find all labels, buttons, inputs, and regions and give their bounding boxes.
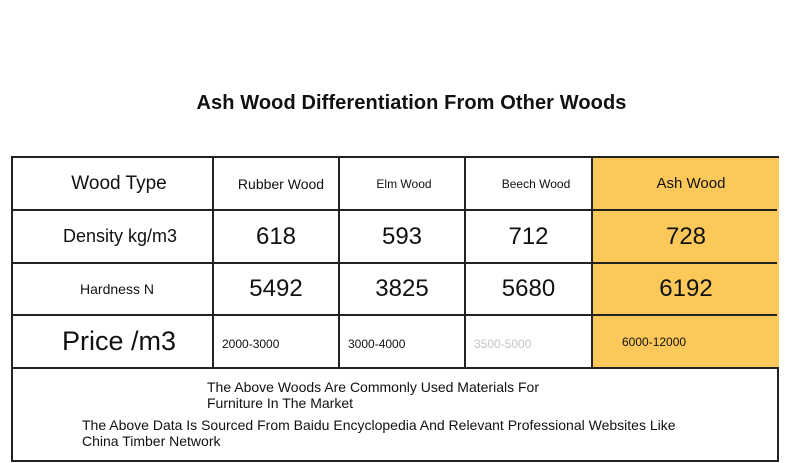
density-beech: 712 [508, 222, 549, 250]
price-ash: 6000-12000 [622, 334, 687, 349]
comparison-table [11, 156, 779, 462]
hardness-rubber: 5492 [249, 275, 303, 302]
density-rubber: 618 [255, 222, 297, 250]
price-elm: 3000-4000 [348, 336, 406, 351]
note-line-2: Furniture In The Market [207, 395, 354, 411]
row-label-density: Density kg/m3 [62, 226, 178, 246]
header-elm-wood: Elm Wood [376, 176, 432, 191]
header-rubber-wood: Rubber Wood [237, 175, 325, 192]
price-rubber: 2000-3000 [222, 336, 280, 351]
density-ash: 728 [665, 222, 707, 250]
price-beech: 3500-5000 [474, 336, 532, 351]
note-line-4: China Timber Network [82, 433, 221, 449]
header-wood-type: Wood Type [71, 172, 167, 194]
note-line-1: The Above Woods Are Commonly Used Materials For [207, 379, 539, 395]
row-label-hardness: Hardness N [80, 281, 154, 297]
header-ash-wood: Ash Wood [656, 175, 726, 192]
page-title: Ash Wood Differentiation From Other Woods [196, 92, 627, 114]
hardness-ash: 6192 [659, 275, 713, 302]
density-elm: 593 [381, 222, 423, 250]
hardness-elm: 3825 [375, 275, 429, 302]
note-line-3: The Above Data Is Sourced From Baidu Encyclopedia And Relevant Professional Websites Like [82, 417, 676, 433]
row-label-price: Price /m3 [61, 326, 177, 356]
header-beech-wood: Beech Wood [501, 176, 571, 191]
hardness-beech: 5680 [501, 275, 556, 302]
